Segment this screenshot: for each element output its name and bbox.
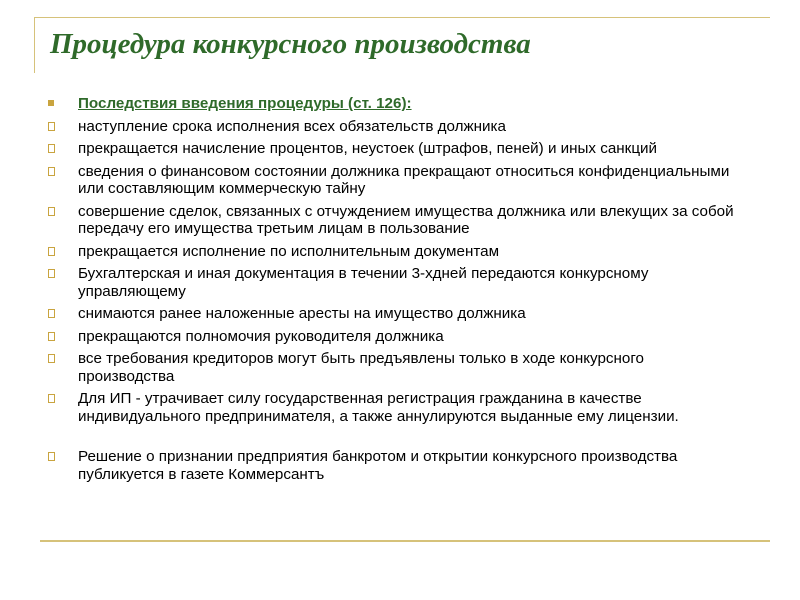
hollow-bullet-icon: [48, 394, 55, 403]
slide-title: Процедура конкурсного производства: [50, 28, 531, 60]
hollow-bullet-icon: [48, 452, 55, 461]
hollow-bullet-icon: [48, 354, 55, 363]
frame-top-line: [34, 17, 770, 18]
hollow-bullet-icon: [48, 144, 55, 153]
list-item: [48, 163, 738, 198]
list-item: [48, 243, 738, 261]
hollow-bullet-icon: [48, 332, 55, 341]
list-item-text: все требования кредиторов могут быть предъявлены только в ходе конкурсного производства: [78, 350, 644, 385]
list-item-text: прекращается исполнение по исполнительным документам: [78, 242, 500, 260]
list-item-text: Для ИП - утрачивает силу государственная регистрация гражданина в качестве индивидуального предпринимателя, а также аннулируются выданные ему лицензии.: [78, 390, 679, 425]
list-item: [48, 118, 738, 136]
hollow-bullet-icon: [48, 247, 55, 256]
list-heading-text: Последствия введения процедуры (ст. 126):: [78, 95, 412, 112]
hollow-bullet-icon: [48, 167, 55, 176]
frame-left-line: [34, 17, 35, 73]
list-item: [48, 350, 738, 385]
list-item: [48, 305, 738, 323]
list-item: [48, 140, 738, 158]
bullet-list: [48, 95, 738, 488]
list-item: [48, 203, 738, 238]
hollow-bullet-icon: [48, 269, 55, 278]
hollow-bullet-icon: [48, 309, 55, 318]
list-item-final: [48, 448, 738, 483]
hollow-bullet-icon: [48, 207, 55, 216]
list-heading: [48, 95, 738, 113]
list-item: [48, 390, 738, 425]
frame-bottom-line: [40, 540, 770, 542]
list-item-text: Бухгалтерская и иная документация в течении 3-хдней передаются конкурсному управляющему: [78, 265, 649, 300]
list-item-text: наступление срока исполнения всех обязательств должника: [78, 117, 506, 135]
list-item: [48, 328, 738, 346]
list-item-text: совершение сделок, связанных с отчуждением имущества должника или влекущих за собой передачу его имущества третьим лицам в пользование: [78, 202, 734, 237]
list-item-text: прекращается начисление процентов, неустоек (штрафов, пеней) и иных санкций: [78, 140, 657, 157]
list-item: [48, 265, 738, 300]
hollow-bullet-icon: [48, 122, 55, 131]
list-item-text: снимаются ранее наложенные аресты на имущество должника: [78, 305, 526, 322]
list-item-text: прекращаются полномочия руководителя должника: [78, 327, 444, 345]
list-item-text: сведения о финансовом состоянии должника прекращают относиться конфиденциальными или составляющим коммерческую тайну: [78, 162, 730, 197]
square-bullet-icon: [48, 100, 54, 106]
list-item-text: Решение о признании предприятия банкротом и открытии конкурсного производства публикуется в газете Коммерсантъ: [78, 448, 678, 483]
